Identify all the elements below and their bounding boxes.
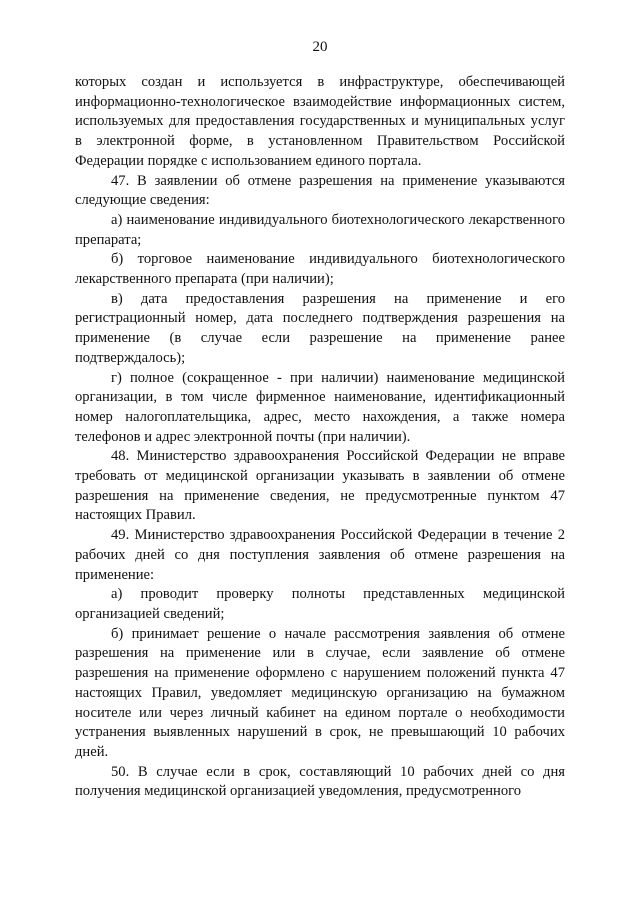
page-number: 20 <box>312 39 328 55</box>
paragraph-49-a: а) проводит проверку полноты представленных медицинской организацией сведений; <box>75 586 565 622</box>
paragraph-47-g: г) полное (сокращенное - при наличии) наименование медицинской организации, в том числе фирменное наименование, идентификационный номер налогоплательщика, адрес, место нахождения, а также номера телефонов и адрес электронной почты (при наличии). <box>75 369 565 445</box>
paragraph-47: 47. В заявлении об отмене разрешения на применение указываются следующие сведения: <box>75 172 565 209</box>
paragraph-49: 49. Министерство здравоохранения Российской Федерации в течение 2 рабочих дней со дня поступления заявления об отмене разрешения на применение: <box>75 527 565 583</box>
paragraph-continuation: которых создан и используется в инфраструктуре, обеспечивающей информационно-технологическое взаимодействие информационных систем, используемых для предоставления государственных и муниципальных услуг в электронной форме, в установленном Правительством Российской Федерации порядке с использованием единого портала. <box>75 74 565 169</box>
paragraph-48: 48. Министерство здравоохранения Российской Федерации не вправе требовать от медицинской организации указывать в заявлении об отмене разрешения на применение сведения, не предусмотренные пунктом 47 настоящих Правил. <box>75 448 565 524</box>
document-body <box>75 73 565 802</box>
paragraph-47-b: б) торговое наименование индивидуального биотехнологического лекарственного препарата (при наличии); <box>75 251 565 288</box>
paragraph-47-a: а) наименование индивидуального биотехнологического лекарственного препарата; <box>75 211 565 248</box>
paragraph-47-v: в) дата предоставления разрешения на применение и его регистрационный номер, дата последнего подтверждения разрешения на применение (в случае если разрешение на применение ранее подтверждалось); <box>75 290 565 366</box>
paragraph-49-b: б) принимает решение о начале рассмотрения заявления об отмене разрешения на применение или в случае, если заявление об отмене разрешения на применение оформлено с нарушением положений пункта 47 настоящих Правил, уведомляет медицинскую организацию на бумажном носителе или через личный кабинет на едином портале о необходимости устранения выявленных нарушений в срок, не превышающий 10 рабочих дней. <box>75 625 565 760</box>
paragraph-50: 50. В случае если в срок, составляющий 10 рабочих дней со дня получения медицинской организацией уведомления, предусмотренного <box>75 763 565 800</box>
